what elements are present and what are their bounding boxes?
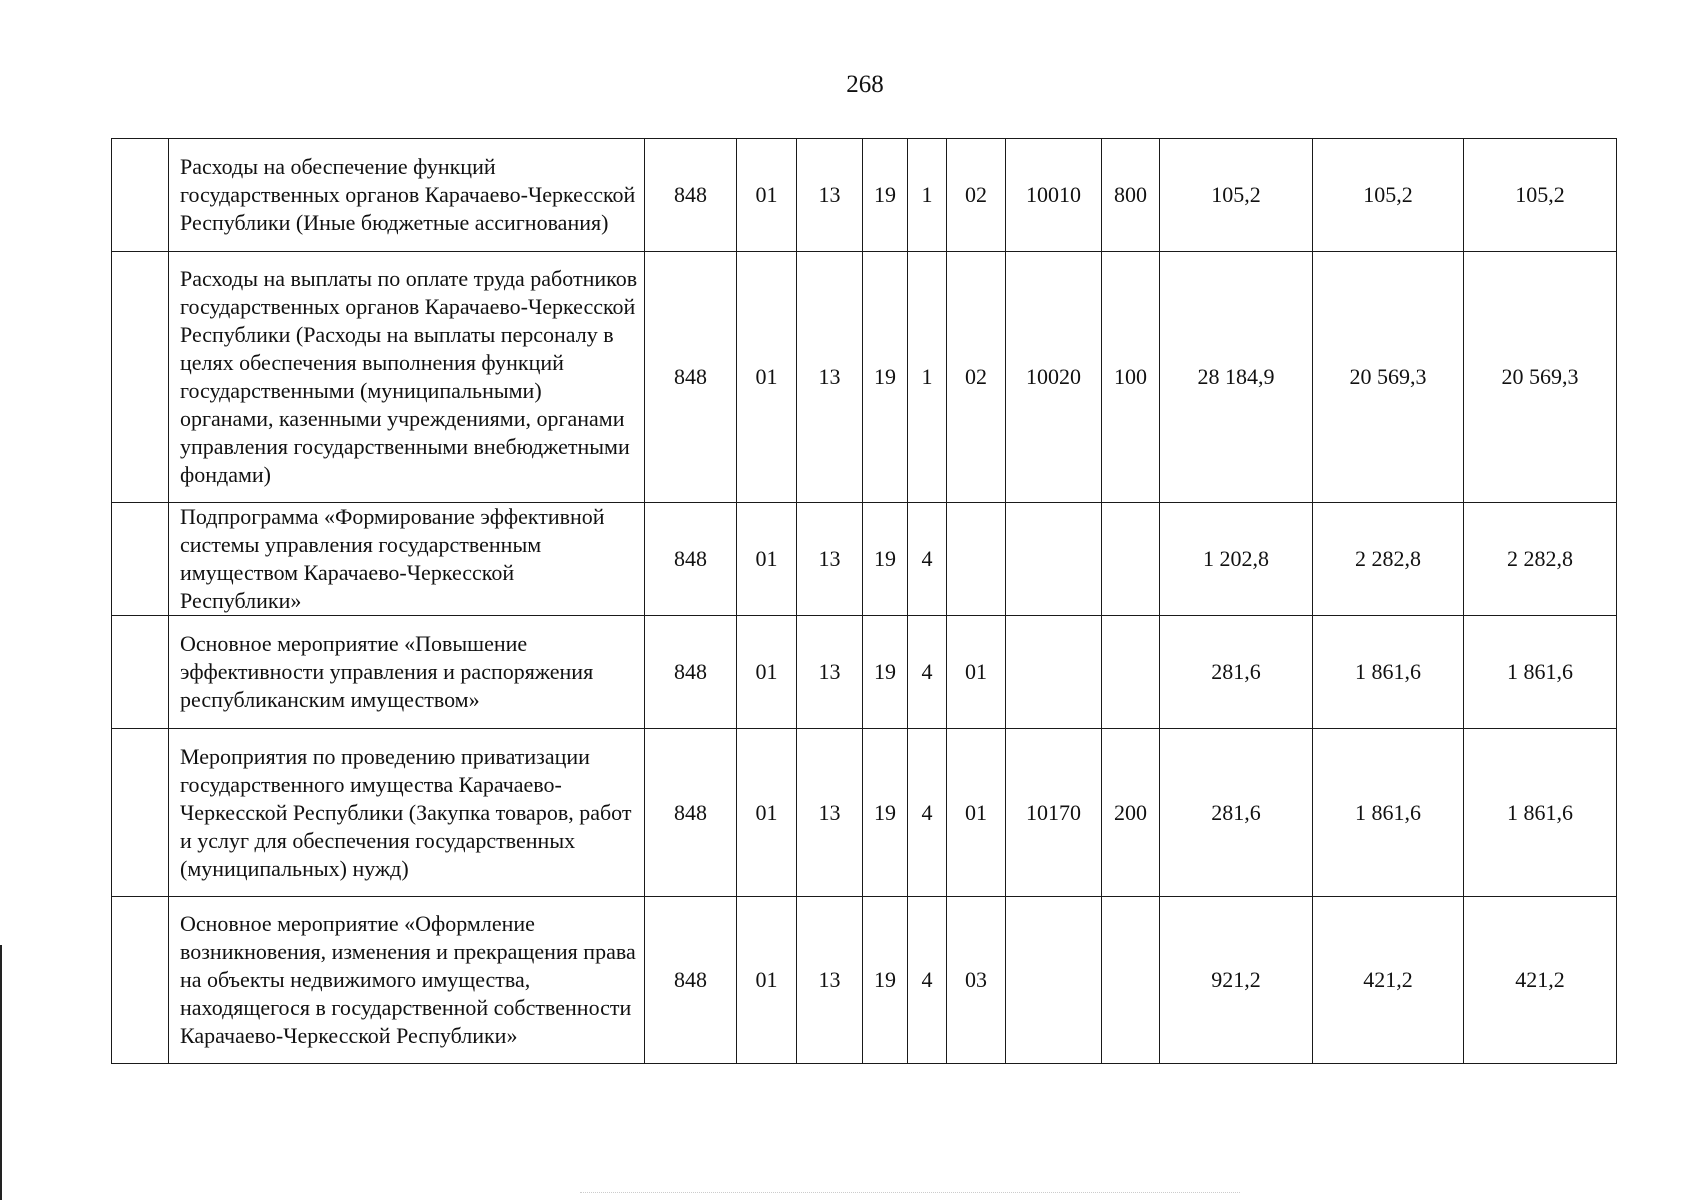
measure-code-cell: 01	[947, 729, 1006, 897]
table-row	[112, 616, 1617, 729]
row-number-cell	[112, 503, 169, 616]
program-code-cell: 19	[863, 252, 908, 503]
measure-code-cell: 02	[947, 252, 1006, 503]
amount-3-cell: 1 861,6	[1464, 616, 1617, 729]
description-cell: Подпрограмма «Формирование эффективной системы управления государственным имуществом Карачаево-Черкесской Республики»	[169, 503, 645, 616]
measure-code-cell: 01	[947, 616, 1006, 729]
subsection-code-cell: 13	[797, 503, 863, 616]
amount-3-cell: 105,2	[1464, 139, 1617, 252]
ministry-code-cell: 848	[645, 139, 737, 252]
program-code-cell: 19	[863, 729, 908, 897]
measure-code-cell	[947, 503, 1006, 616]
amount-2-cell: 105,2	[1313, 139, 1464, 252]
amount-1-cell: 1 202,8	[1160, 503, 1313, 616]
amount-1-cell: 105,2	[1160, 139, 1313, 252]
table-row	[112, 897, 1617, 1064]
amount-1-cell: 281,6	[1160, 616, 1313, 729]
section-code-cell: 01	[737, 616, 797, 729]
expense-type-cell	[1102, 616, 1160, 729]
subprogram-code-cell: 4	[908, 897, 947, 1064]
subprogram-code-cell: 1	[908, 252, 947, 503]
measure-code-cell: 03	[947, 897, 1006, 1064]
program-code-cell: 19	[863, 503, 908, 616]
section-code-cell: 01	[737, 252, 797, 503]
table-row	[112, 729, 1617, 897]
program-code-cell: 19	[863, 897, 908, 1064]
row-number-cell	[112, 252, 169, 503]
section-code-cell: 01	[737, 139, 797, 252]
description-cell: Основное мероприятие «Оформление возникновения, изменения и прекращения права на объекты недвижимого имущества, находящегося в государственной собственности Карачаево-Черкесской Республики»	[169, 897, 645, 1064]
table-row	[112, 503, 1617, 616]
program-code-cell: 19	[863, 616, 908, 729]
amount-2-cell: 421,2	[1313, 897, 1464, 1064]
row-number-cell	[112, 729, 169, 897]
direction-code-cell: 10010	[1006, 139, 1102, 252]
page-number: 268	[846, 71, 884, 98]
amount-3-cell: 421,2	[1464, 897, 1617, 1064]
row-number-cell	[112, 139, 169, 252]
expense-type-cell	[1102, 503, 1160, 616]
description-cell: Основное мероприятие «Повышение эффективности управления и распоряжения республиканским имуществом»	[169, 616, 645, 729]
amount-3-cell: 1 861,6	[1464, 729, 1617, 897]
section-code-cell: 01	[737, 503, 797, 616]
amount-3-cell: 2 282,8	[1464, 503, 1617, 616]
expense-type-cell: 200	[1102, 729, 1160, 897]
subprogram-code-cell: 4	[908, 503, 947, 616]
direction-code-cell: 10020	[1006, 252, 1102, 503]
row-number-cell	[112, 616, 169, 729]
expense-type-cell	[1102, 897, 1160, 1064]
amount-1-cell: 281,6	[1160, 729, 1313, 897]
direction-code-cell: 10170	[1006, 729, 1102, 897]
table-row	[112, 139, 1617, 252]
direction-code-cell	[1006, 616, 1102, 729]
expense-type-cell: 100	[1102, 252, 1160, 503]
description-cell: Расходы на выплаты по оплате труда работников государственных органов Карачаево-Черкесской Республики (Расходы на выплаты персоналу в целях обеспечения выполнения функций государственными (муниципальными) органами, казенными учреждениями, органами управления государственными внебюджетными фондами)	[169, 252, 645, 503]
description-cell: Расходы на обеспечение функций государственных органов Карачаево-Черкесской Республики (Иные бюджетные ассигнования)	[169, 139, 645, 252]
budget-table	[111, 138, 1617, 1064]
scan-left-edge	[0, 945, 2, 1200]
ministry-code-cell: 848	[645, 729, 737, 897]
ministry-code-cell: 848	[645, 897, 737, 1064]
subsection-code-cell: 13	[797, 729, 863, 897]
expense-type-cell: 800	[1102, 139, 1160, 252]
program-code-cell: 19	[863, 139, 908, 252]
section-code-cell: 01	[737, 729, 797, 897]
amount-1-cell: 921,2	[1160, 897, 1313, 1064]
section-code-cell: 01	[737, 897, 797, 1064]
ministry-code-cell: 848	[645, 252, 737, 503]
ministry-code-cell: 848	[645, 503, 737, 616]
row-number-cell	[112, 897, 169, 1064]
ministry-code-cell: 848	[645, 616, 737, 729]
amount-2-cell: 20 569,3	[1313, 252, 1464, 503]
table-body	[112, 139, 1617, 1064]
amount-2-cell: 2 282,8	[1313, 503, 1464, 616]
measure-code-cell: 02	[947, 139, 1006, 252]
table-row	[112, 252, 1617, 503]
amount-1-cell: 28 184,9	[1160, 252, 1313, 503]
amount-2-cell: 1 861,6	[1313, 616, 1464, 729]
subsection-code-cell: 13	[797, 897, 863, 1064]
description-cell: Мероприятия по проведению приватизации государственного имущества Карачаево-Черкесской Республики (Закупка товаров, работ и услуг для обеспечения государственных (муниципальных) нужд)	[169, 729, 645, 897]
amount-2-cell: 1 861,6	[1313, 729, 1464, 897]
direction-code-cell	[1006, 897, 1102, 1064]
subsection-code-cell: 13	[797, 616, 863, 729]
subprogram-code-cell: 4	[908, 616, 947, 729]
scan-footer-noise	[580, 1192, 1240, 1195]
subprogram-code-cell: 4	[908, 729, 947, 897]
subsection-code-cell: 13	[797, 139, 863, 252]
direction-code-cell	[1006, 503, 1102, 616]
subsection-code-cell: 13	[797, 252, 863, 503]
subprogram-code-cell: 1	[908, 139, 947, 252]
amount-3-cell: 20 569,3	[1464, 252, 1617, 503]
